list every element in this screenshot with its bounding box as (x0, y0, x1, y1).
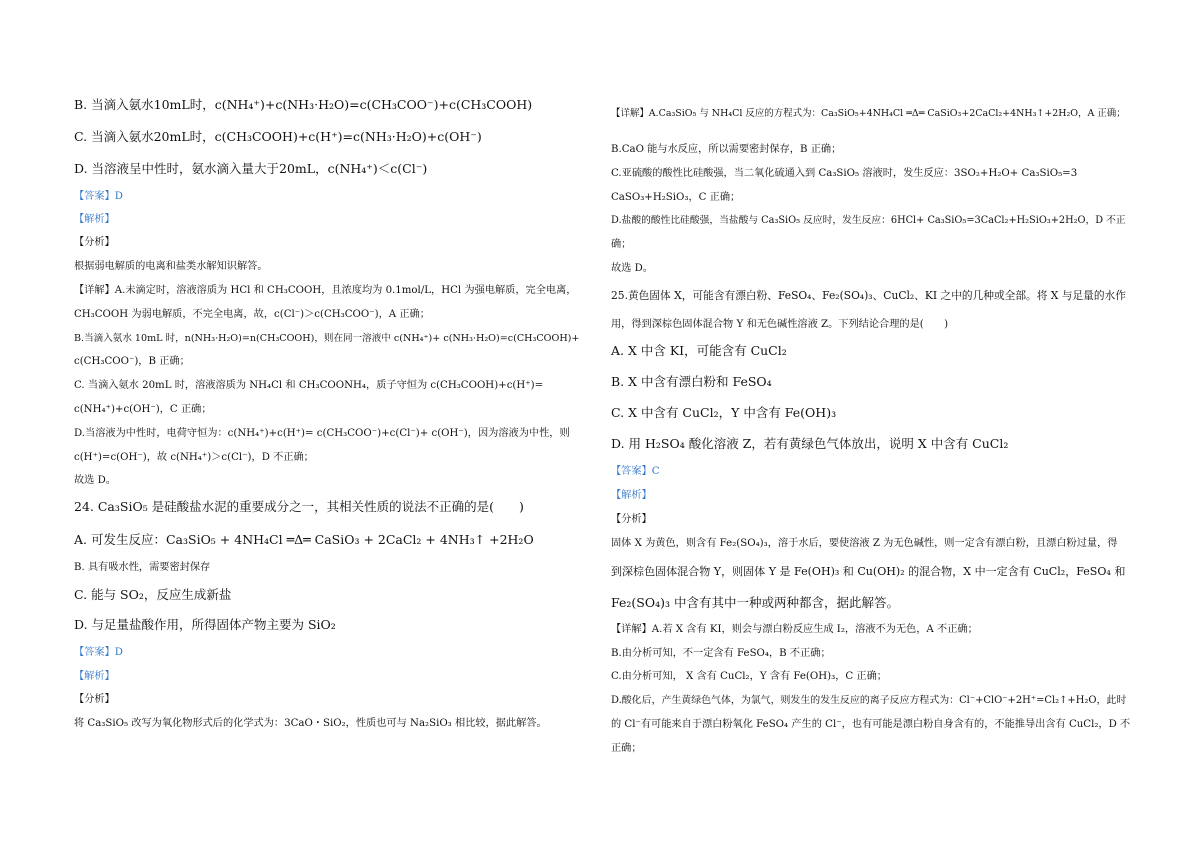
q23-detail-7: D.当溶液为中性时，电荷守恒为：c(NH₄⁺)+c(H⁺)= c(CH₃COO⁻)+c(Cl⁻)+ c(OH⁻)，因为溶液为中性，则 (74, 428, 570, 439)
q24-option-d: D. 与足量盐酸作用，所得固体产物主要为 SiO₂ (74, 617, 336, 632)
q25-jiexi-label: 【解析】 (611, 490, 652, 501)
q24-analysis: 将 Ca₃SiO₅ 改写为氧化物形式后的化学式为：3CaO・SiO₂，性质也可与 Na₂SiO₃ 相比较，据此解答。 (74, 718, 547, 729)
q25-option-d: D. 用 H₂SO₄ 酸化溶液 Z，若有黄绿色气体放出，说明 X 中含有 CuCl₂ (611, 436, 1009, 451)
q25-option-a: A. X 中含 KI，可能含有 CuCl₂ (611, 343, 787, 358)
q25-detail-6: 正确； (611, 743, 642, 754)
q25-detail-5: 的 Cl⁻有可能来自于漂白粉氧化 FeSO₄ 产生的 Cl⁻，也有可能是漂白粉自身含有的，不能推导出含有 CuCl₂，D 不 (611, 719, 1131, 730)
q25-analysis-1: 固体 X 为黄色，则含有 Fe₂(SO₄)₃，溶于水后，要使溶液 Z 为无色碱性，则一定含有漂白粉，且漂白粉过量，得 (611, 538, 1118, 549)
q23-option-b: B. 当滴入氨水10mL时，c(NH₄⁺)+c(NH₃·H₂O)=c(CH₃COO⁻)+c(CH₃COOH) (74, 97, 533, 112)
q24-detail-3: C.亚硫酸的酸性比硅酸强，当二氧化硫通入到 Ca₃SiO₅ 溶液时，发生反应：3SO₂+H₂O+ Ca₃SiO₅=3 (611, 168, 1078, 179)
q25-analysis-2: 到深棕色固体混合物 Y，则固体 Y 是 Fe(OH)₃ 和 Cu(OH)₂ 的混合物，X 中一定含有 CuCl₂，FeSO₄ 和 (611, 565, 1126, 578)
q25-fenxi-label: 【分析】 (611, 514, 652, 525)
q25-detail-3: C.由分析可知， X 含有 CuCl₂，Y 含有 Fe(OH)₃，C 正确； (611, 671, 887, 682)
q23-detail-8: c(H⁺)=c(OH⁻)，故 c(NH₄⁺)＞c(Cl⁻)，D 不正确； (74, 452, 314, 463)
q25-detail-2: B.由分析可知，不一定含有 FeSO₄，B 不正确； (611, 648, 831, 659)
q23-conclusion: 故选 D。 (74, 475, 116, 486)
q25-option-c: C. X 中含有 CuCl₂，Y 中含有 Fe(OH)₃ (611, 405, 837, 420)
q24-conclusion: 故选 D。 (611, 263, 653, 274)
q23-option-d: D. 当溶液呈中性时，氨水滴入量大于20mL，c(NH₄⁺)＜c(Cl⁻) (74, 161, 428, 176)
q23-fenxi-label: 【分析】 (74, 237, 115, 248)
q25-detail-4: D.酸化后，产生黄绿色气体，为氯气，则发生的发生反应的离子反应方程式为：Cl⁻+ClO⁻+2H⁺=Cl₂↑+H₂O，此时 (611, 695, 1127, 706)
q23-option-c: C. 当滴入氨水20mL时，c(CH₃COOH)+c(H⁺)=c(NH₃·H₂O)+c(OH⁻) (74, 129, 482, 144)
q24-option-b: B. 具有吸水性，需要密封保存 (74, 562, 211, 573)
q23-detail-6: c(NH₄⁺)+c(OH⁻)，C 正确； (74, 404, 212, 415)
q24-detail-1: 【详解】A.Ca₃SiO₅ 与 NH₄Cl 反应的方程式为：Ca₃SiO₅+4NH₄Cl ═Δ═ CaSiO₃+2CaCl₂+4NH₃↑+2H₂O，A 正确； (611, 108, 1126, 119)
q23-answer: 【答案】D (74, 191, 123, 202)
q25-stem-2: 用，得到深棕色固体混合物 Y 和无色碱性溶液 Z。下列结论合理的是( ) (611, 319, 949, 330)
q23-detail-5: C. 当滴入氨水 20mL 时，溶液溶质为 NH₄Cl 和 CH₃COONH₄，质子守恒为 c(CH₃COOH)+c(H⁺)= (74, 380, 544, 391)
q23-detail-2: CH₃COOH 为弱电解质，不完全电离，故，c(Cl⁻)＞c(CH₃COO⁻)，A 正确； (74, 309, 430, 320)
q25-answer: 【答案】C (611, 466, 660, 477)
q24-fenxi-label: 【分析】 (74, 694, 115, 705)
q23-jiexi-label: 【解析】 (74, 214, 115, 225)
q25-detail-1: 【详解】A.若 X 含有 KI，则会与漂白粉反应生成 I₂，溶液不为无色，A 不正确； (611, 624, 978, 635)
q24-detail-6: 确； (611, 239, 632, 250)
q24-stem: 24. Ca₃SiO₅ 是硅酸盐水泥的重要成分之一，其相关性质的说法不正确的是( ) (74, 499, 524, 514)
q24-answer: 【答案】D (74, 647, 123, 658)
q24-option-c: C. 能与 SO₂，反应生成新盐 (74, 587, 232, 602)
q25-stem-1: 25.黄色固体 X，可能含有漂白粉、FeSO₄、Fe₂(SO₄)₃、CuCl₂、KI 之中的几种或全部。将 X 与足量的水作 (611, 289, 1126, 302)
q23-detail-4: c(CH₃COO⁻)，B 正确； (74, 356, 190, 367)
q23-detail-3: B.当滴入氨水 10mL 时，n(NH₃·H₂O)=n(CH₃COOH)，则在同一溶液中 c(NH₄⁺)+ c(NH₃·H₂O)=c(CH₃COOH)+ (74, 333, 580, 344)
q23-analysis: 根据弱电解质的电离和盐类水解知识解答。 (74, 261, 268, 272)
q24-detail-5: D.盐酸的酸性比硅酸强，当盐酸与 Ca₃SiO₅ 反应时，发生反应：6HCl+ Ca₃SiO₅=3CaCl₂+H₂SiO₃+2H₂O，D 不正 (611, 215, 1126, 226)
q24-detail-4: CaSO₃+H₂SiO₃，C 正确； (611, 192, 741, 203)
q25-option-b: B. X 中含有漂白粉和 FeSO₄ (611, 374, 772, 389)
q24-option-a: A. 可发生反应：Ca₃SiO₅ + 4NH₄Cl ═Δ═ CaSiO₃ + 2CaCl₂ + 4NH₃↑ +2H₂O (74, 532, 534, 547)
q24-jiexi-label: 【解析】 (74, 671, 115, 682)
q24-detail-2: B.CaO 能与水反应，所以需要密封保存，B 正确； (611, 144, 842, 155)
q25-analysis-3: Fe₂(SO₄)₃ 中含有其中一种或两种都含，据此解答。 (611, 595, 899, 610)
q23-detail-1: 【详解】A.未滴定时，溶液溶质为 HCl 和 CH₃COOH，且浓度均为 0.1mol/L，HCl 为强电解质，完全电离， (74, 285, 577, 296)
